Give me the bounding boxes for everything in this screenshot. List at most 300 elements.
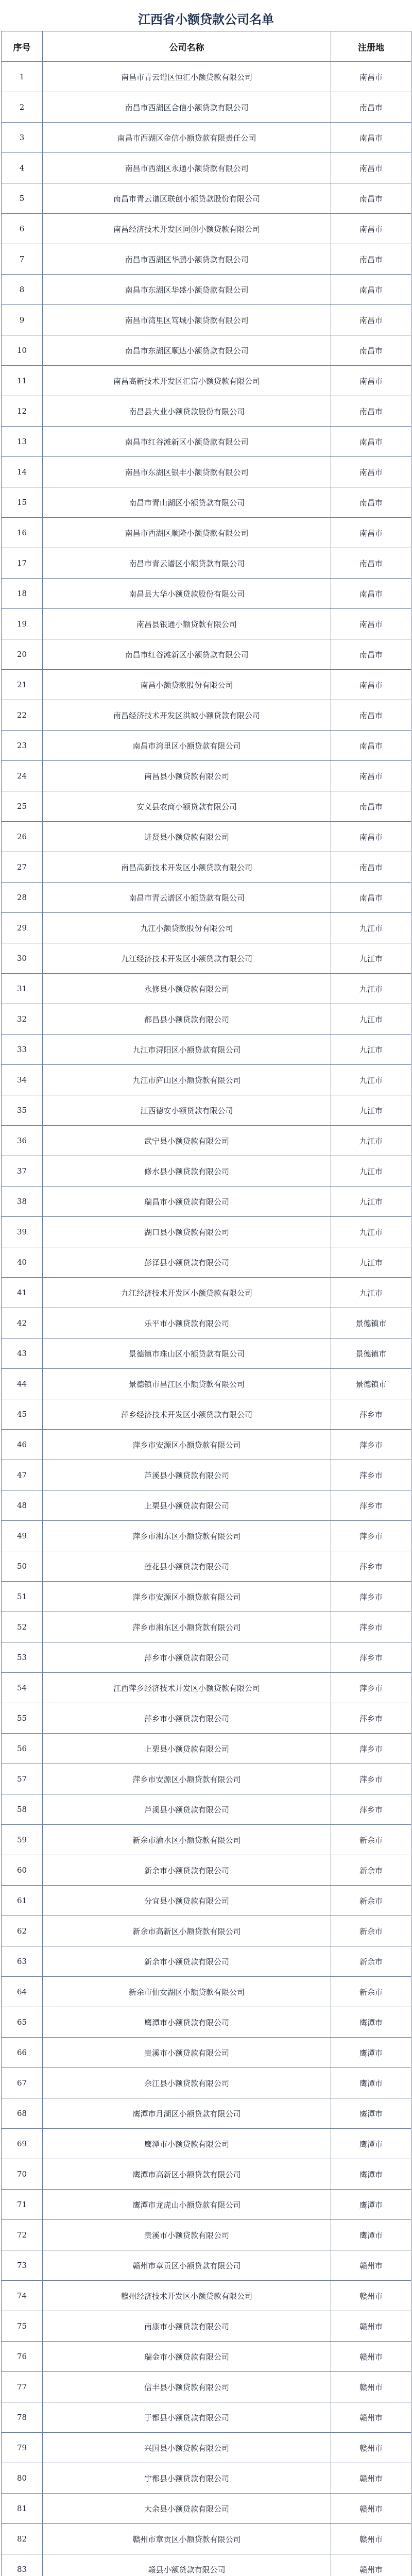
- row-index: 38: [2, 1187, 43, 1217]
- table-row: [2, 487, 411, 518]
- company-name: 萍乡经济技术开发区小额贷款有限公司: [43, 1399, 331, 1430]
- table-row: [2, 2098, 411, 2129]
- table-row: [2, 1095, 411, 1126]
- registered-place: 南昌市: [331, 548, 411, 579]
- company-name: 南昌市红谷滩新区小额贷款有限公司: [43, 427, 331, 457]
- registered-place: 萍乡市: [331, 1490, 411, 1521]
- table-row: [2, 1916, 411, 1946]
- table-row: [2, 457, 411, 487]
- row-index: 47: [2, 1460, 43, 1490]
- company-name: 南昌县小额贷款有限公司: [43, 761, 331, 791]
- table-row: [2, 1399, 411, 1430]
- table-row: [2, 92, 411, 123]
- table-row: [2, 1217, 411, 1247]
- registered-place: 九江市: [331, 1126, 411, 1156]
- registered-place: 南昌市: [331, 62, 411, 92]
- table-row: [2, 1338, 411, 1369]
- row-index: 80: [2, 2463, 43, 2494]
- table-row: [2, 214, 411, 244]
- company-name: 南昌县大华小额贷款股份有限公司: [43, 579, 331, 609]
- company-name: 南昌县大业小额贷款股份有限公司: [43, 396, 331, 427]
- company-name: 南昌市东湖区银丰小额贷款有限公司: [43, 457, 331, 487]
- company-name: 大余县小额贷款有限公司: [43, 2494, 331, 2524]
- row-index: 6: [2, 214, 43, 244]
- row-index: 37: [2, 1156, 43, 1187]
- table-row: [2, 153, 411, 183]
- table-row: [2, 822, 411, 852]
- table-row: [2, 2129, 411, 2159]
- company-name: 进贤县小额贷款有限公司: [43, 822, 331, 852]
- company-name: 宁都县小额贷款有限公司: [43, 2463, 331, 2494]
- row-index: 27: [2, 852, 43, 883]
- company-name: 新余市仙女湖区小额贷款有限公司: [43, 1977, 331, 2007]
- company-name: 萍乡市小额贷款有限公司: [43, 1703, 331, 1734]
- row-index: 43: [2, 1338, 43, 1369]
- table-row: [2, 852, 411, 883]
- company-name: 南昌小额贷款股份有限公司: [43, 670, 331, 700]
- company-name: 赣州市章贡区小额贷款有限公司: [43, 2250, 331, 2281]
- company-name: 景德镇市珠山区小额贷款有限公司: [43, 1338, 331, 1369]
- table-row: [2, 761, 411, 791]
- registered-place: 南昌市: [331, 427, 411, 457]
- registered-place: 南昌市: [331, 487, 411, 518]
- registered-place: 南昌市: [331, 731, 411, 761]
- table-row: [2, 1308, 411, 1338]
- company-name: 上栗县小额贷款有限公司: [43, 1490, 331, 1521]
- table-row: [2, 731, 411, 761]
- table-row: [2, 1977, 411, 2007]
- registered-place: 九江市: [331, 1247, 411, 1278]
- row-index: 16: [2, 518, 43, 548]
- row-index: 55: [2, 1703, 43, 1734]
- table-row: [2, 1825, 411, 1855]
- table-row: [2, 366, 411, 396]
- registered-place: 九江市: [331, 1217, 411, 1247]
- company-name: 芦溪县小额贷款有限公司: [43, 1794, 331, 1825]
- registered-place: 九江市: [331, 974, 411, 1004]
- table-row: [2, 883, 411, 913]
- table-row: [2, 1278, 411, 1308]
- company-name: 南昌市东湖区顺达小额贷款有限公司: [43, 335, 331, 366]
- registered-place: 南昌市: [331, 518, 411, 548]
- row-index: 40: [2, 1247, 43, 1278]
- registered-place: 九江市: [331, 913, 411, 943]
- company-name: 信丰县小额贷款有限公司: [43, 2372, 331, 2402]
- registered-place: 赣州市: [331, 2554, 411, 2576]
- row-index: 34: [2, 1065, 43, 1095]
- table-row: [2, 2159, 411, 2190]
- company-name: 于都县小额贷款有限公司: [43, 2402, 331, 2433]
- row-index: 58: [2, 1794, 43, 1825]
- table-row: [2, 305, 411, 335]
- row-index: 83: [2, 2554, 43, 2576]
- company-name: 南昌经济技术开发区同创小额贷款有限公司: [43, 214, 331, 244]
- company-name: 贵溪市小额贷款有限公司: [43, 2220, 331, 2250]
- registered-place: 赣州市: [331, 2342, 411, 2372]
- registered-place: 赣州市: [331, 2311, 411, 2342]
- company-name: 南昌经济技术开发区洪城小额贷款有限公司: [43, 700, 331, 731]
- row-index: 32: [2, 1004, 43, 1035]
- registered-place: 鹰潭市: [331, 2220, 411, 2250]
- company-name: 南昌市西湖区顺隆小额贷款有限公司: [43, 518, 331, 548]
- table-row: [2, 1946, 411, 1977]
- row-index: 39: [2, 1217, 43, 1247]
- registered-place: 南昌市: [331, 457, 411, 487]
- company-name: 萍乡市小额贷款有限公司: [43, 1642, 331, 1673]
- company-name: 都昌县小额贷款有限公司: [43, 1004, 331, 1035]
- row-index: 31: [2, 974, 43, 1004]
- registered-place: 萍乡市: [331, 1460, 411, 1490]
- company-name: 安义县农商小额贷款有限公司: [43, 791, 331, 822]
- registered-place: 鹰潭市: [331, 2159, 411, 2190]
- table-row: [2, 396, 411, 427]
- row-index: 36: [2, 1126, 43, 1156]
- row-index: 52: [2, 1612, 43, 1642]
- company-name: 新余市小额贷款有限公司: [43, 1855, 331, 1886]
- row-index: 23: [2, 731, 43, 761]
- company-name: 鹰潭市月湖区小额贷款有限公司: [43, 2098, 331, 2129]
- row-index: 57: [2, 1764, 43, 1794]
- row-index: 72: [2, 2220, 43, 2250]
- row-index: 70: [2, 2159, 43, 2190]
- company-name: 赣州市章贡区小额贷款有限公司: [43, 2524, 331, 2554]
- company-name: 南昌市青山湖区小额贷款有限公司: [43, 487, 331, 518]
- header-registered-place: 注册地: [331, 31, 411, 62]
- registered-place: 九江市: [331, 1035, 411, 1065]
- registered-place: 九江市: [331, 1004, 411, 1035]
- table-row: [2, 2311, 411, 2342]
- table-row: [2, 1247, 411, 1278]
- table-row: [2, 2007, 411, 2038]
- table-row: [2, 1794, 411, 1825]
- company-name: 九江经济技术开发区小额贷款有限公司: [43, 943, 331, 974]
- row-index: 12: [2, 396, 43, 427]
- registered-place: 南昌市: [331, 396, 411, 427]
- registered-place: 赣州市: [331, 2402, 411, 2433]
- row-index: 1: [2, 62, 43, 92]
- company-name: 江西萍乡经济技术开发区小额贷款有限公司: [43, 1673, 331, 1703]
- table-header-row: [2, 31, 411, 62]
- header-index: 序号: [2, 31, 43, 62]
- company-name: 南昌市西湖区金信小额贷款有限责任公司: [43, 123, 331, 153]
- company-name: 芦溪县小额贷款有限公司: [43, 1460, 331, 1490]
- registered-place: 新余市: [331, 1825, 411, 1855]
- row-index: 53: [2, 1642, 43, 1673]
- registered-place: 赣州市: [331, 2372, 411, 2402]
- company-name: 南昌市湾里区笃城小额贷款有限公司: [43, 305, 331, 335]
- table-row: [2, 183, 411, 214]
- table-row: [2, 548, 411, 579]
- company-name: 江西德安小额贷款有限公司: [43, 1095, 331, 1126]
- registered-place: 景德镇市: [331, 1338, 411, 1369]
- table-row: [2, 1582, 411, 1612]
- row-index: 69: [2, 2129, 43, 2159]
- registered-place: 赣州市: [331, 2463, 411, 2494]
- company-table: [1, 31, 411, 2576]
- company-name: 新余市小额贷款有限公司: [43, 1946, 331, 1977]
- row-index: 7: [2, 244, 43, 275]
- registered-place: 鹰潭市: [331, 2098, 411, 2129]
- row-index: 25: [2, 791, 43, 822]
- registered-place: 新余市: [331, 1946, 411, 1977]
- row-index: 11: [2, 366, 43, 396]
- row-index: 14: [2, 457, 43, 487]
- row-index: 29: [2, 913, 43, 943]
- row-index: 60: [2, 1855, 43, 1886]
- registered-place: 南昌市: [331, 214, 411, 244]
- registered-place: 萍乡市: [331, 1673, 411, 1703]
- table-row: [2, 2433, 411, 2463]
- row-index: 67: [2, 2068, 43, 2098]
- company-name: 南昌市西湖区合信小额贷款有限公司: [43, 92, 331, 123]
- table-row: [2, 2402, 411, 2433]
- row-index: 4: [2, 153, 43, 183]
- table-row: [2, 62, 411, 92]
- company-name: 新余市高新区小额贷款有限公司: [43, 1916, 331, 1946]
- registered-place: 萍乡市: [331, 1703, 411, 1734]
- table-row: [2, 1065, 411, 1095]
- row-index: 33: [2, 1035, 43, 1065]
- registered-place: 南昌市: [331, 822, 411, 852]
- table-row: [2, 2281, 411, 2311]
- row-index: 8: [2, 275, 43, 305]
- company-name: 萍乡市湘东区小额贷款有限公司: [43, 1521, 331, 1551]
- table-row: [2, 639, 411, 670]
- registered-place: 赣州市: [331, 2494, 411, 2524]
- registered-place: 九江市: [331, 1065, 411, 1095]
- registered-place: 萍乡市: [331, 1551, 411, 1582]
- company-name: 南昌市西湖区华鹏小额贷款有限公司: [43, 244, 331, 275]
- row-index: 63: [2, 1946, 43, 1977]
- row-index: 71: [2, 2190, 43, 2220]
- table-row: [2, 1703, 411, 1734]
- registered-place: 南昌市: [331, 123, 411, 153]
- company-name: 南昌市红谷滩新区小额贷款有限公司: [43, 639, 331, 670]
- row-index: 62: [2, 1916, 43, 1946]
- table-row: [2, 700, 411, 731]
- row-index: 74: [2, 2281, 43, 2311]
- table-row: [2, 2068, 411, 2098]
- table-row: [2, 1126, 411, 1156]
- company-name: 修水县小额贷款有限公司: [43, 1156, 331, 1187]
- table-row: [2, 1430, 411, 1460]
- table-row: [2, 123, 411, 153]
- row-index: 2: [2, 92, 43, 123]
- registered-place: 九江市: [331, 1187, 411, 1217]
- table-row: [2, 275, 411, 305]
- registered-place: 南昌市: [331, 883, 411, 913]
- row-index: 20: [2, 639, 43, 670]
- row-index: 17: [2, 548, 43, 579]
- registered-place: 鹰潭市: [331, 2129, 411, 2159]
- row-index: 51: [2, 1582, 43, 1612]
- registered-place: 鹰潭市: [331, 2190, 411, 2220]
- registered-place: 新余市: [331, 1916, 411, 1946]
- company-name: 鹰潭市小额贷款有限公司: [43, 2129, 331, 2159]
- row-index: 28: [2, 883, 43, 913]
- company-name: 萍乡市安源区小额贷款有限公司: [43, 1430, 331, 1460]
- table-row: [2, 579, 411, 609]
- table-row: [2, 2494, 411, 2524]
- registered-place: 萍乡市: [331, 1430, 411, 1460]
- registered-place: 萍乡市: [331, 1642, 411, 1673]
- company-name: 上栗县小额贷款有限公司: [43, 1734, 331, 1764]
- row-index: 78: [2, 2402, 43, 2433]
- company-name: 南康市小额贷款有限公司: [43, 2311, 331, 2342]
- table-row: [2, 1521, 411, 1551]
- table-row: [2, 1460, 411, 1490]
- company-name: 赣州经济技术开发区小额贷款有限公司: [43, 2281, 331, 2311]
- table-row: [2, 2554, 411, 2576]
- table-row: [2, 609, 411, 639]
- registered-place: 赣州市: [331, 2250, 411, 2281]
- registered-place: 萍乡市: [331, 1794, 411, 1825]
- company-name: 鹰潭市龙虎山小额贷款有限公司: [43, 2190, 331, 2220]
- table-row: [2, 1734, 411, 1764]
- company-name: 鹰潭市小额贷款有限公司: [43, 2007, 331, 2038]
- registered-place: 萍乡市: [331, 1521, 411, 1551]
- row-index: 35: [2, 1095, 43, 1126]
- company-name: 鹰潭市高新区小额贷款有限公司: [43, 2159, 331, 2190]
- company-name: 南昌市青云谱区小额贷款有限公司: [43, 548, 331, 579]
- table-row: [2, 2524, 411, 2554]
- company-name: 九江经济技术开发区小额贷款有限公司: [43, 1278, 331, 1308]
- table-row: [2, 943, 411, 974]
- company-name: 萍乡市安源区小额贷款有限公司: [43, 1764, 331, 1794]
- company-name: 南昌高新技术开发区小额贷款有限公司: [43, 852, 331, 883]
- row-index: 76: [2, 2342, 43, 2372]
- row-index: 19: [2, 609, 43, 639]
- row-index: 21: [2, 670, 43, 700]
- registered-place: 九江市: [331, 1095, 411, 1126]
- registered-place: 南昌市: [331, 609, 411, 639]
- row-index: 24: [2, 761, 43, 791]
- registered-place: 南昌市: [331, 639, 411, 670]
- registered-place: 南昌市: [331, 700, 411, 731]
- row-index: 54: [2, 1673, 43, 1703]
- row-index: 30: [2, 943, 43, 974]
- company-name: 武宁县小额贷款有限公司: [43, 1126, 331, 1156]
- row-index: 66: [2, 2038, 43, 2068]
- row-index: 77: [2, 2372, 43, 2402]
- row-index: 13: [2, 427, 43, 457]
- table-row: [2, 913, 411, 943]
- row-index: 41: [2, 1278, 43, 1308]
- table-row: [2, 2220, 411, 2250]
- row-index: 50: [2, 1551, 43, 1582]
- registered-place: 萍乡市: [331, 1612, 411, 1642]
- registered-place: 景德镇市: [331, 1369, 411, 1399]
- row-index: 73: [2, 2250, 43, 2281]
- registered-place: 南昌市: [331, 92, 411, 123]
- company-name: 九江市庐山区小额贷款有限公司: [43, 1065, 331, 1095]
- table-row: [2, 1004, 411, 1035]
- row-index: 10: [2, 335, 43, 366]
- table-row: [2, 427, 411, 457]
- registered-place: 南昌市: [331, 305, 411, 335]
- table-row: [2, 791, 411, 822]
- registered-place: 萍乡市: [331, 1764, 411, 1794]
- header-company-name: 公司名称: [43, 31, 331, 62]
- company-name: 瑞昌市小额贷款有限公司: [43, 1187, 331, 1217]
- company-name: 南昌市青云谱区恒汇小额贷款有限公司: [43, 62, 331, 92]
- table-row: [2, 1187, 411, 1217]
- row-index: 64: [2, 1977, 43, 2007]
- row-index: 48: [2, 1490, 43, 1521]
- table-row: [2, 974, 411, 1004]
- company-name: 九江市浔阳区小额贷款有限公司: [43, 1035, 331, 1065]
- registered-place: 南昌市: [331, 670, 411, 700]
- row-index: 3: [2, 123, 43, 153]
- registered-place: 赣州市: [331, 2281, 411, 2311]
- row-index: 49: [2, 1521, 43, 1551]
- company-name: 分宜县小额贷款有限公司: [43, 1886, 331, 1916]
- company-name: 萍乡市湘东区小额贷款有限公司: [43, 1612, 331, 1642]
- table-row: [2, 1642, 411, 1673]
- company-name: 贵溪市小额贷款有限公司: [43, 2038, 331, 2068]
- row-index: 81: [2, 2494, 43, 2524]
- company-name: 九江小额贷款股份有限公司: [43, 913, 331, 943]
- row-index: 22: [2, 700, 43, 731]
- registered-place: 南昌市: [331, 579, 411, 609]
- table-row: [2, 1855, 411, 1886]
- company-name: 彭泽县小额贷款有限公司: [43, 1247, 331, 1278]
- table-row: [2, 1035, 411, 1065]
- row-index: 68: [2, 2098, 43, 2129]
- registered-place: 新余市: [331, 1977, 411, 2007]
- company-name: 南昌高新技术开发区汇富小额贷款有限公司: [43, 366, 331, 396]
- company-name: 乐平市小额贷款有限公司: [43, 1308, 331, 1338]
- table-row: [2, 670, 411, 700]
- company-name: 萍乡市安源区小额贷款有限公司: [43, 1582, 331, 1612]
- registered-place: 赣州市: [331, 2433, 411, 2463]
- row-index: 15: [2, 487, 43, 518]
- registered-place: 南昌市: [331, 366, 411, 396]
- row-index: 26: [2, 822, 43, 852]
- registered-place: 萍乡市: [331, 1582, 411, 1612]
- company-name: 新余市渝水区小额贷款有限公司: [43, 1825, 331, 1855]
- row-index: 42: [2, 1308, 43, 1338]
- company-name: 景德镇市昌江区小额贷款有限公司: [43, 1369, 331, 1399]
- row-index: 75: [2, 2311, 43, 2342]
- table-row: [2, 2372, 411, 2402]
- company-name: 兴国县小额贷款有限公司: [43, 2433, 331, 2463]
- registered-place: 南昌市: [331, 244, 411, 275]
- table-row: [2, 335, 411, 366]
- table-row: [2, 1490, 411, 1521]
- row-index: 65: [2, 2007, 43, 2038]
- table-row: [2, 2190, 411, 2220]
- company-name: 湖口县小额贷款有限公司: [43, 1217, 331, 1247]
- row-index: 9: [2, 305, 43, 335]
- registered-place: 九江市: [331, 1156, 411, 1187]
- registered-place: 新余市: [331, 1886, 411, 1916]
- row-index: 59: [2, 1825, 43, 1855]
- registered-place: 鹰潭市: [331, 2068, 411, 2098]
- row-index: 44: [2, 1369, 43, 1399]
- row-index: 56: [2, 1734, 43, 1764]
- table-row: [2, 2463, 411, 2494]
- page-title: 江西省小额贷款公司名单: [138, 12, 274, 27]
- table-row: [2, 244, 411, 275]
- registered-place: 萍乡市: [331, 1399, 411, 1430]
- company-name: 永修县小额贷款有限公司: [43, 974, 331, 1004]
- row-index: 18: [2, 579, 43, 609]
- table-row: [2, 2342, 411, 2372]
- table-row: [2, 518, 411, 548]
- table-row: [2, 1764, 411, 1794]
- company-name: 南昌市青云谱区联创小额贷款股份有限公司: [43, 183, 331, 214]
